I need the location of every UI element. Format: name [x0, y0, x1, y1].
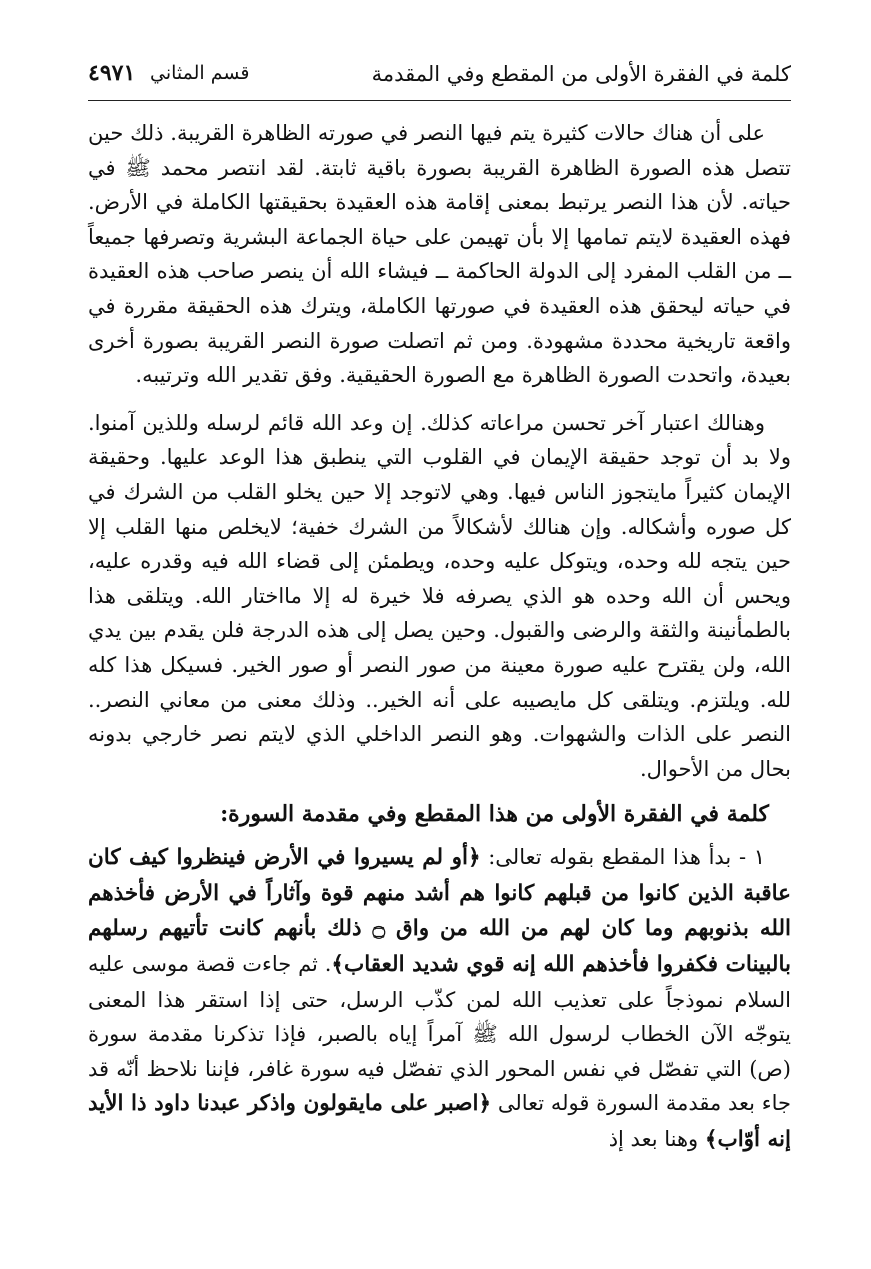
header-title: كلمة في الفقرة الأولى من المقطع وفي المقدمة	[371, 62, 791, 86]
paragraph	[88, 840, 791, 1157]
paragraph-text: . ثم جاءت قصة موسى عليه السلام نموذجاً على تعذيب الله لمن كذّب الرسل، حتى إذا استقر هذا المعنى يتوجّه الآن الخطاب لرسول الله ﷺ آمراً إياه بالصبر، فإذا تذكرنا مقدمة سورة (ص) التي تفصّل في نفس المحور الذي تفصّل فيه سورة غافر، فإننا نلاحظ أنّه قد جاء بعد مقدمة السورة قوله تعالى	[88, 952, 791, 1116]
paragraph: وهنالك اعتبار آخر تحسن مراعاته كذلك. إن وعد الله قائم لرسله وللذين آمنوا. ولا بد أن توجد حقيقة الإيمان في القلوب التي ينطبق هذا الوعد عليها. وحقيقة الإيمان كثيراً مايتجوز الناس فيها. وهي لاتوجد إلا حين يخلو القلب من الشرك في كل صوره وأشكاله. وإن هنالك لأشكالاً من الشرك خفية؛ لايخلص منها القلب إلا حين يتجه لله وحده، ويتوكل عليه وحده، ويطمئن إلى قضاء الله فيه وقدره عليه، ويحس أن الله وحده هو الذي يصرفه فلا خيرة له إلا مااختار الله. ويتلقى هذا بالطمأنينة والثقة والرضى والقبول. وحين يصل إلى هذه الدرجة فلن يقدم بين يدي الله، ولن يقترح عليه صورة معينة من صور النصر أو صور الخير. فسيكل هذا كله لله. ويلتزم. ويتلقى كل مايصيبه على أنه الخير.. وذلك معنى من معاني النصر.. النصر على الذات والشهوات. وهو النصر الداخلي الذي لايتم نصر خارجي بدونه بحال من الأحوال.	[88, 410, 791, 781]
paragraph-gap	[88, 393, 791, 406]
paragraph-text: ١ - بدأ هذا المقطع بقوله تعالى:	[480, 845, 765, 870]
paragraph-text: وهنا بعد إذ	[608, 1127, 705, 1152]
page-number: ٤٩٧١	[88, 60, 136, 86]
quran-quote: ﴿اصبر على مايقولون واذكر عبدنا داود ذا الأيد إنه أوّاب﴾	[88, 1091, 791, 1153]
section-heading: كلمة في الفقرة الأولى من هذا المقطع وفي مقدمة السورة:	[220, 801, 769, 828]
running-header	[88, 60, 791, 100]
body-text	[88, 116, 791, 1158]
quran-quote: ﴿أو لم يسيروا في الأرض فينظروا كيف كان عاقبة الذين كانوا من قبلهم كانوا هم أشد منهم قوة وآثاراً في الأرض فأخذهم الله بذنوبهم وما كان لهم من الله من واق ۝ ذلك بأنهم كانت تأتيهم رسلهم بالبينات فكفروا فأخذهم الله إنه قوي شديد العقاب﴾	[88, 845, 792, 978]
paragraph: على أن هناك حالات كثيرة يتم فيها النصر في صورته الظاهرة القريبة. ذلك حين تتصل هذه الصورة الظاهرة القريبة بصورة باقية ثابتة. لقد انتصر محمد ﷺ في حياته. لأن هذا النصر يرتبط بمعنى إقامة هذه العقيدة بحقيقتها الكاملة في الأرض. فهذه العقيدة لايتم تمامها إلا بأن تهيمن على حياة الجماعة البشرية وتصرفها جميعاً ــ من القلب المفرد إلى الدولة الحاكمة ــ فيشاء الله أن ينصر صاحب هذه العقيدة في حياته ليحقق هذه العقيدة في صورتها الكاملة، ويترك هذه الحقيقة مقررة في واقعة تاريخية محددة مشهودة. ومن ثم اتصلت صورة النصر القريبة بصورة أخرى بعيدة، واتحدت الصورة الظاهرة مع الصورة الحقيقية. وفق تقدير الله وترتيبه.	[88, 121, 791, 388]
header-section-name: قسم المثاني	[150, 62, 250, 84]
header-divider	[88, 100, 791, 101]
